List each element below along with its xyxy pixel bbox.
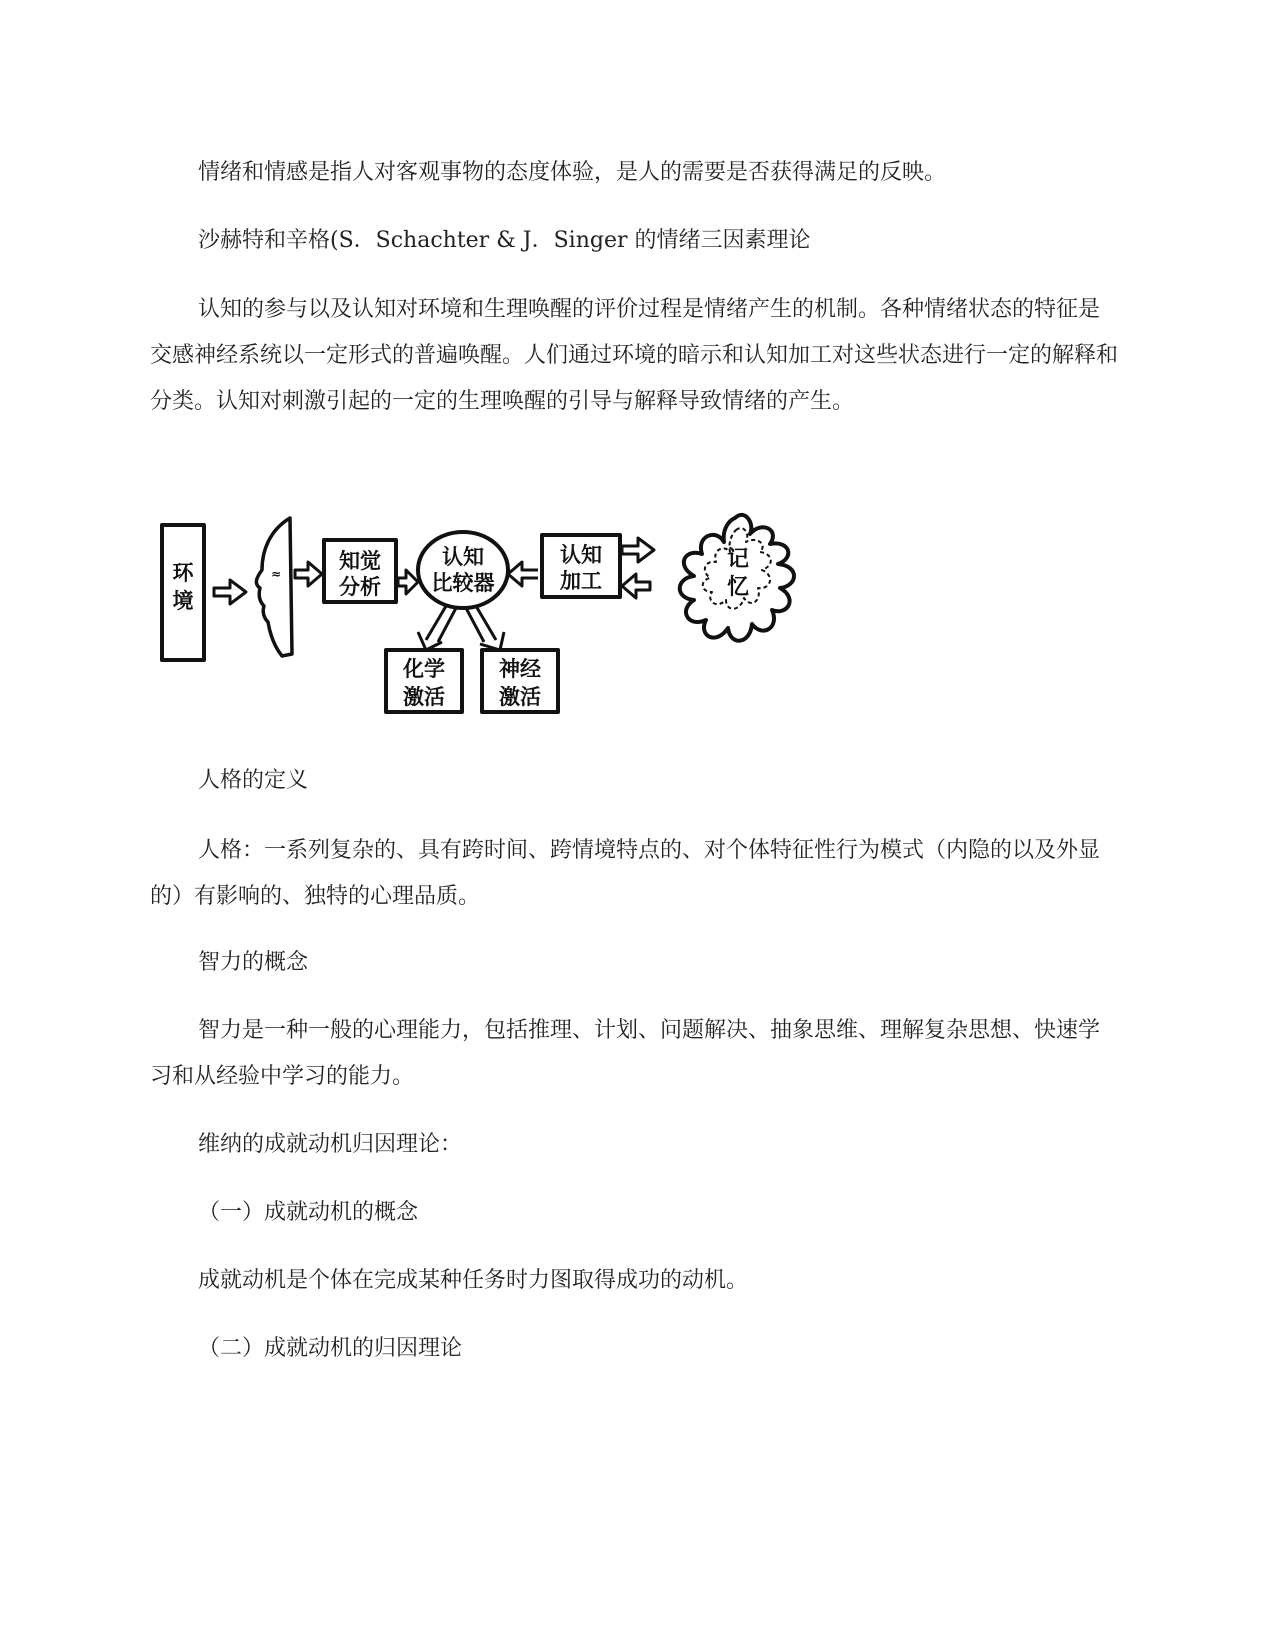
neural-label-1: 神经: [499, 657, 541, 681]
processing-label-2: 加工: [560, 569, 602, 593]
paragraph-cognition-mechanism: 认知的参与以及认知对环境和生理唤醒的评价过程是情绪产生的机制。各种情绪状态的特征是交感神经系统以一定形式的普遍唤醒。人们通过环境的暗示和认知加工对这些状态进行一定的解释和分类。认知对刺激引起的一定的生理唤醒的引导与解释导致情绪的产生。: [150, 297, 1119, 414]
arrow-env-to-face: [214, 580, 246, 604]
arrow-comparator-to-chemical: [418, 606, 456, 650]
face-profile: [256, 518, 292, 656]
memory-label-2: 忆: [726, 575, 750, 600]
comparator-ellipse: [418, 532, 508, 608]
paragraph-emotion-definition: 情绪和情感是指人对客观事物的态度体验，是人的需要是否获得满足的反映。: [198, 160, 947, 185]
arrow-comparator-to-neural: [466, 606, 504, 650]
neural-label-2: 激活: [499, 685, 541, 709]
comparator-label-2: 比较器: [431, 571, 495, 595]
processing-label-1: 认知: [560, 543, 602, 567]
paragraph-personality: 人格：一系列复杂的、具有跨时间、跨情境特点的、对个体特征性行为模式（内隐的以及外显的）有影响的、独特的心理品质。: [150, 838, 1101, 909]
memory-label-1: 记: [726, 547, 750, 572]
perception-label-2: 分析: [339, 575, 381, 599]
heading-intelligence-concept: 智力的概念: [198, 950, 309, 975]
environment-label-1: 环: [172, 561, 194, 585]
heading-achievement-concept: （一）成就动机的概念: [198, 1200, 419, 1225]
paragraph-achievement-motivation: 成就动机是个体在完成某种任务时力图取得成功的动机。: [198, 1268, 749, 1293]
paragraph-schachter-singer-title: 沙赫特和辛格(S．Schachter & J．Singer 的情绪三因素理论: [198, 228, 811, 253]
chemical-label-2: 激活: [403, 685, 445, 709]
emotion-three-factor-diagram: [150, 500, 860, 760]
perception-label-1: 知觉: [339, 549, 381, 573]
heading-weiner-attribution: 维纳的成就动机归因理论：: [198, 1132, 463, 1157]
face-eye: ≈: [270, 567, 282, 581]
arrow-face-to-perception: [295, 562, 322, 586]
heading-personality-definition: 人格的定义: [198, 768, 309, 793]
heading-achievement-attribution: （二）成就动机的归因理论: [198, 1336, 463, 1361]
arrow-perception-to-comparator: [398, 570, 418, 594]
arrow-memory-to-processing: [622, 574, 650, 598]
comparator-label-1: 认知: [442, 545, 484, 569]
arrow-processing-to-comparator: [508, 562, 538, 586]
arrow-processing-to-memory: [622, 538, 654, 562]
paragraph-intelligence: 智力是一种一般的心理能力，包括推理、计划、问题解决、抽象思维、理解复杂思想、快速学习和从经验中学习的能力。: [150, 1018, 1101, 1089]
chemical-label-1: 化学: [403, 657, 445, 681]
environment-label-2: 境: [172, 589, 194, 613]
